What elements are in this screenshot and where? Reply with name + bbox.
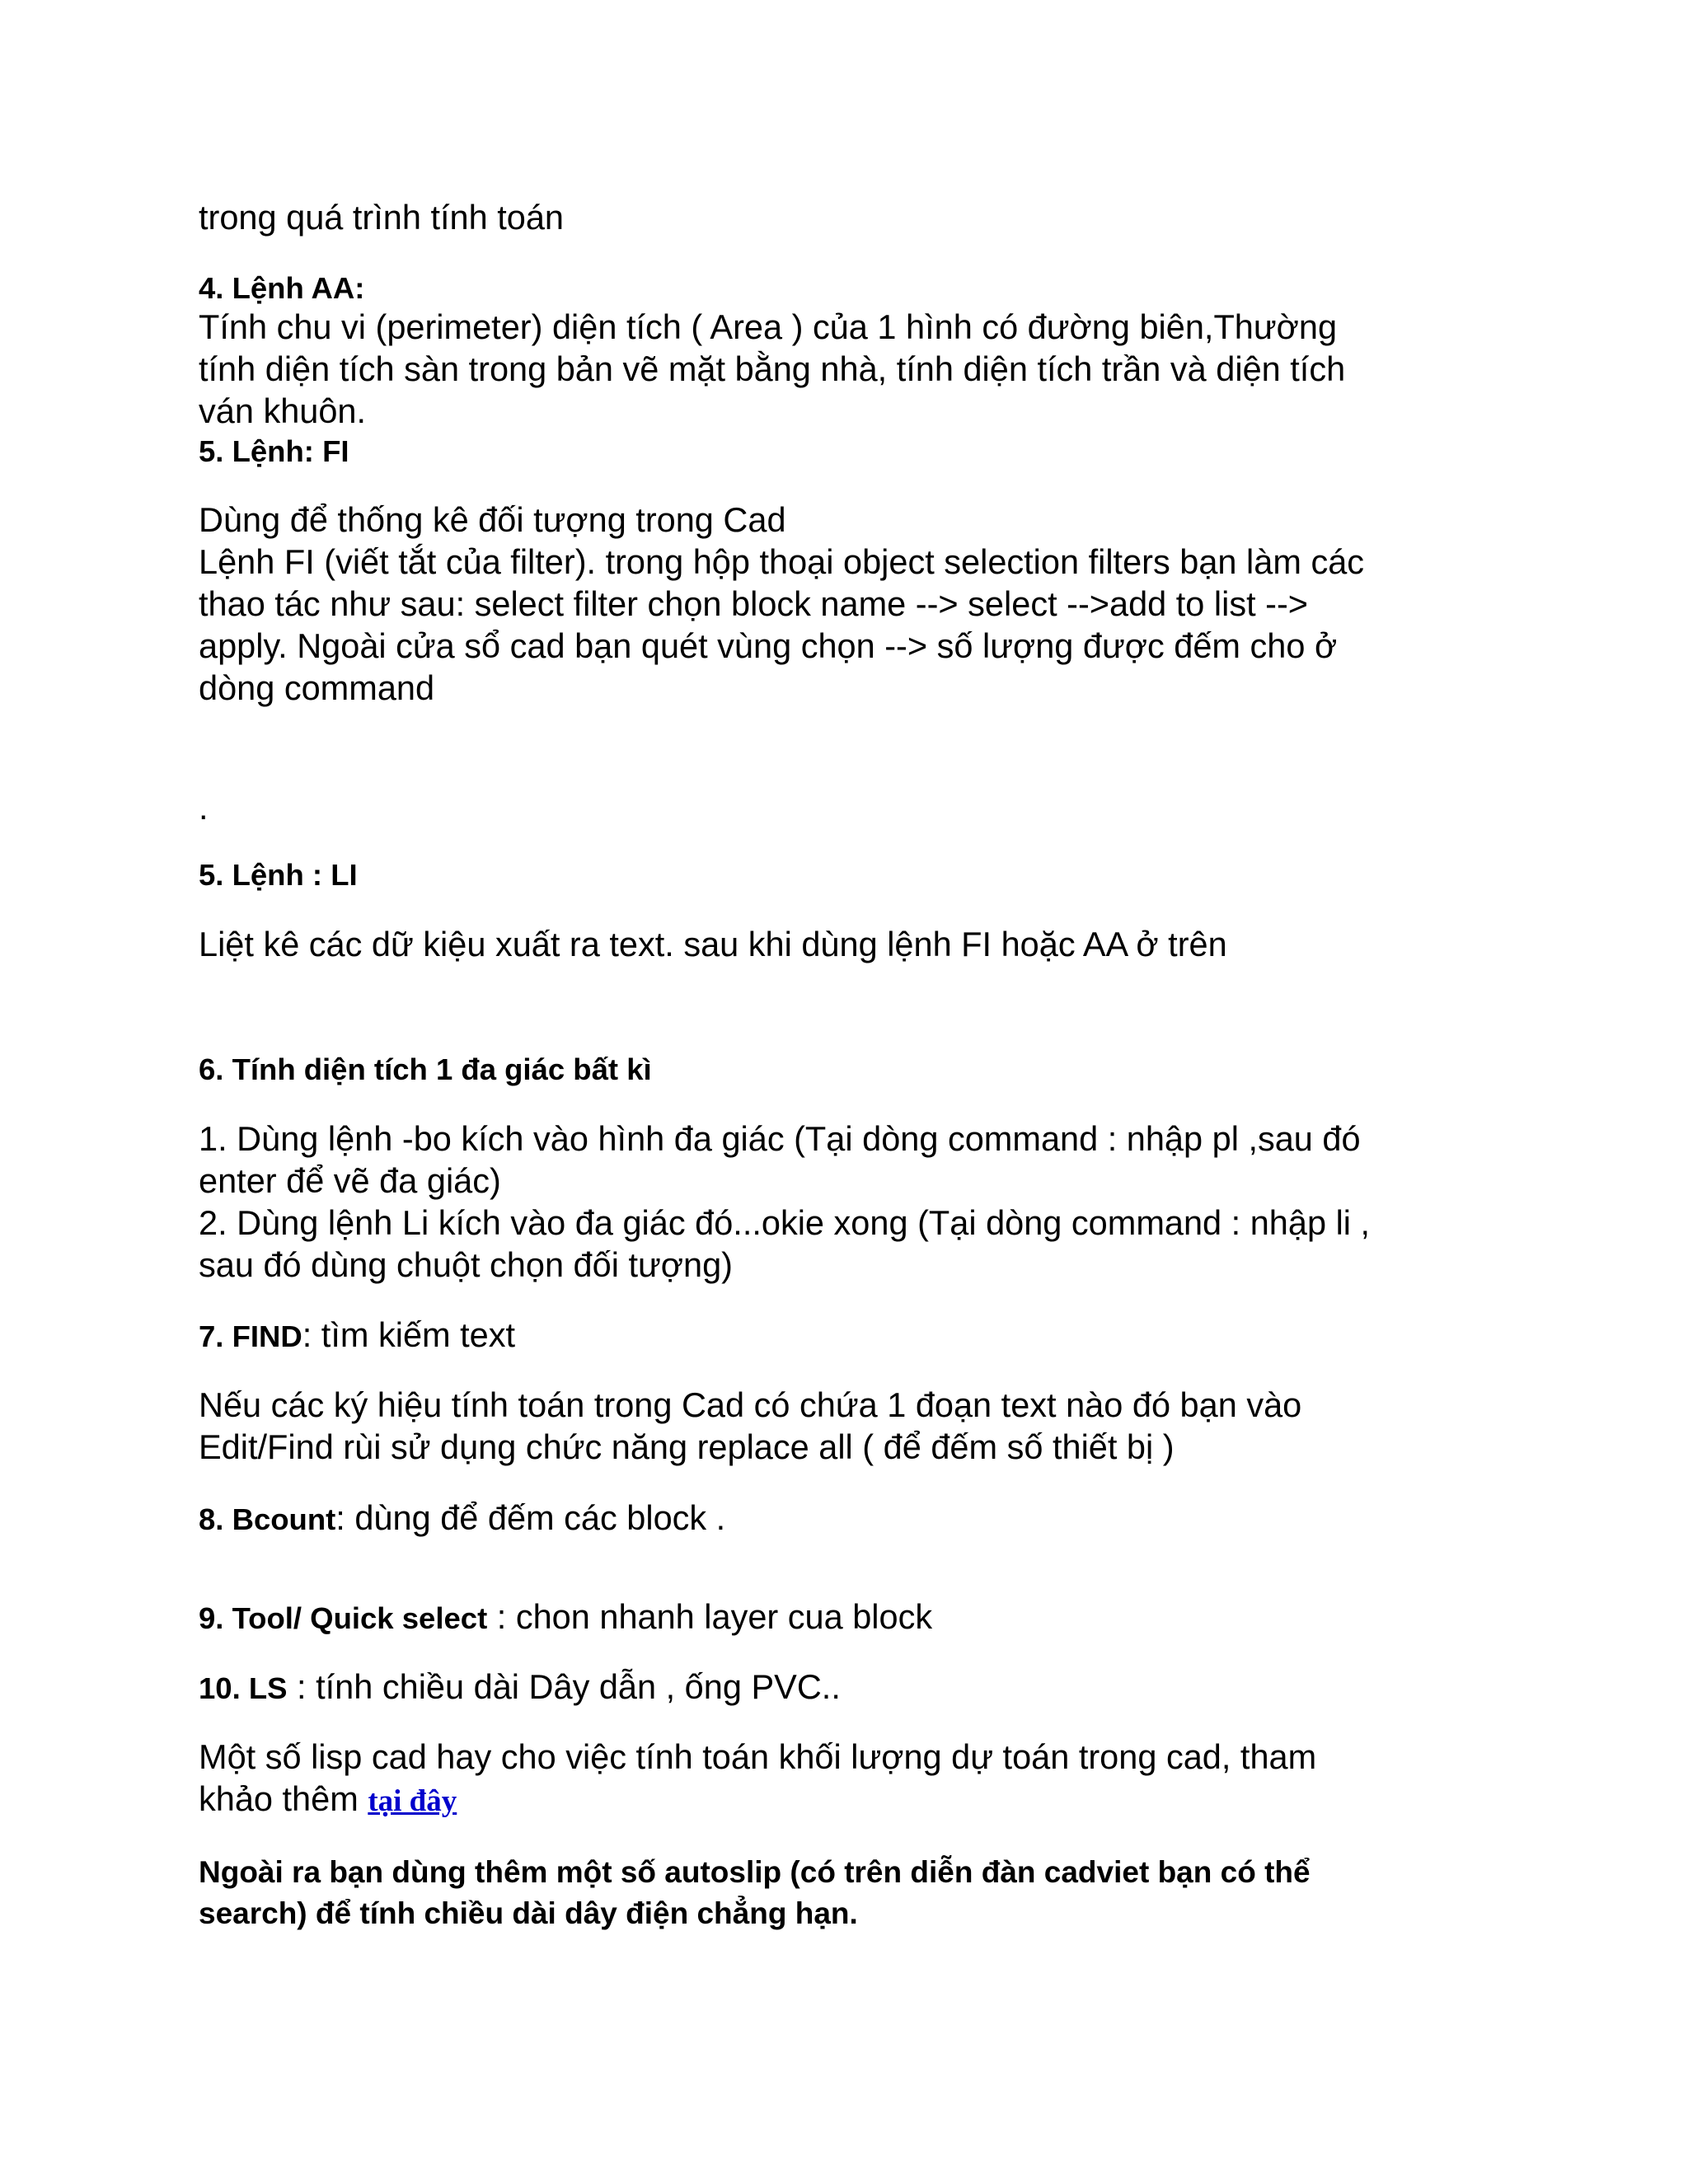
- section-8-rest: : dùng để đếm các block .: [335, 1498, 726, 1537]
- section-7-bold: 7. FIND: [199, 1319, 302, 1353]
- section-7-heading: [199, 1314, 515, 1358]
- section-4-heading: 4. Lệnh AA:: [199, 271, 365, 305]
- section-8-bold: 8. Bcount: [199, 1502, 336, 1536]
- section-10-bold: 10. LS: [199, 1671, 288, 1705]
- lisp-line-1: Một số lisp cad hay cho việc tính toán khối lượng dự toán trong cad, tham: [199, 1737, 1317, 1776]
- section-6-line-2: enter để vẽ đa giác): [199, 1161, 501, 1200]
- section-5-line-2: Lệnh FI (viết tắt của filter). trong hộp thoại object selection filters bạn làm các: [199, 542, 1365, 581]
- lisp-line-2: [199, 1778, 457, 1823]
- intro-line: trong quá trình tính toán: [199, 198, 564, 237]
- section-4-line-3: ván khuôn.: [199, 391, 367, 430]
- section-7-line-2: Edit/Find rùi sử dụng chức năng replace all ( để đếm số thiết bị ): [199, 1427, 1175, 1466]
- section-9-heading: [199, 1596, 932, 1640]
- section-5-line-3: thao tác như sau: select filter chọn block name --> select -->add to list -->: [199, 584, 1309, 623]
- section-5-line-5: dòng command: [199, 668, 435, 707]
- section-6-line-4: sau đó dùng chuột chọn đối tượng): [199, 1245, 733, 1284]
- note-line-1: Ngoài ra bạn dùng thêm một số autoslip (có trên diễn đàn cadviet bạn có thể: [199, 1855, 1311, 1889]
- section-7-line-1: Nếu các ký hiệu tính toán trong Cad có chứa 1 đoạn text nào đó bạn vào: [199, 1385, 1302, 1424]
- section-7-rest: : tìm kiếm text: [302, 1315, 516, 1354]
- section-5b-heading: 5. Lệnh : LI: [199, 858, 358, 892]
- tai-day-link[interactable]: tại đây: [368, 1784, 457, 1818]
- section-10-rest: : tính chiều dài Dây dẫn , ống PVC..: [287, 1667, 841, 1706]
- section-5b-line: Liệt kê các dữ kiệu xuất ra text. sau khi dùng lệnh FI hoặc AA ở trên: [199, 925, 1227, 963]
- section-5-line-4: apply. Ngoài cửa sổ cad bạn quét vùng chọn --> số lượng được đếm cho ở: [199, 626, 1338, 665]
- section-5-heading: 5. Lệnh: FI: [199, 434, 349, 468]
- section-9-bold: 9. Tool/ Quick select: [199, 1601, 488, 1635]
- lisp-line-2-prefix: khảo thêm: [199, 1779, 368, 1818]
- dot-separator: .: [199, 788, 209, 827]
- section-4-line-2: tính diện tích sàn trong bản vẽ mặt bằng nhà, tính diện tích trần và diện tích: [199, 349, 1346, 388]
- section-10-heading: [199, 1666, 841, 1710]
- section-9-rest: : chon nhanh layer cua block: [487, 1597, 933, 1636]
- section-6-line-3: 2. Dùng lệnh Li kích vào đa giác đó...okie xong (Tại dòng command : nhập li ,: [199, 1203, 1371, 1242]
- note-line-2: search) để tính chiều dài dây điện chẳng hạn.: [199, 1896, 858, 1930]
- section-8-heading: [199, 1497, 725, 1541]
- section-4-line-1: Tính chu vi (perimeter) diện tích ( Area ) của 1 hình có đường biên,Thường: [199, 307, 1338, 346]
- section-6-heading: 6. Tính diện tích 1 đa giác bất kì: [199, 1052, 652, 1086]
- section-6-line-1: 1. Dùng lệnh -bo kích vào hình đa giác (Tại dòng command : nhập pl ,sau đó: [199, 1119, 1361, 1158]
- section-5-line-1: Dùng để thống kê đối tượng trong Cad: [199, 500, 786, 539]
